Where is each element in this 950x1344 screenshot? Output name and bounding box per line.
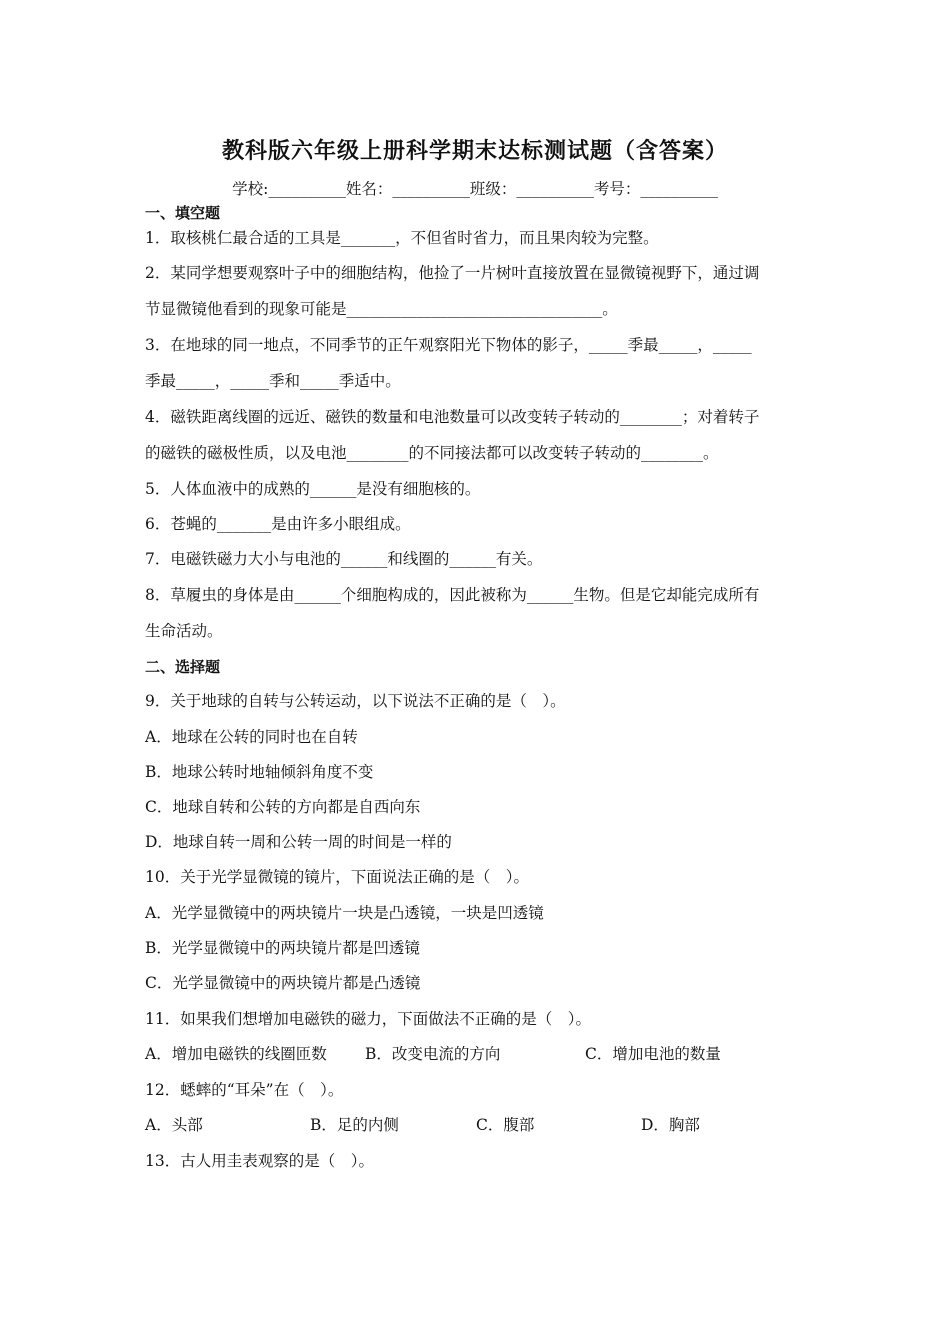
question-10-option-c: C．光学显微镜中的两块镜片都是凸透镜 [145, 974, 421, 992]
question-11-options [145, 1044, 721, 1064]
question-3-line-2: 季最_____，_____季和_____季适中。 [145, 372, 401, 390]
question-10: 10．关于光学显微镜的镜片，下面说法正确的是（ ）。 [145, 868, 529, 886]
section-heading-multiple-choice: 二、选择题 [145, 658, 221, 676]
question-9: 9．关于地球的自转与公转运动，以下说法不正确的是（ ）。 [145, 692, 566, 710]
question-10-option-b: B．光学显微镜中的两块镜片都是凹透镜 [145, 939, 420, 957]
question-9-option-d: D．地球自转一周和公转一周的时间是一样的 [145, 833, 452, 851]
question-4-line-2: 的磁铁的磁极性质，以及电池________的不同接法都可以改变转子转动的________。 [145, 444, 719, 462]
question-11: 11．如果我们想增加电磁铁的磁力，下面做法不正确的是（ ）。 [145, 1010, 591, 1028]
question-12-option-c: C．腹部 [476, 1116, 535, 1134]
question-12-options [145, 1115, 700, 1135]
question-9-option-c: C．地球自转和公转的方向都是自西向东 [145, 798, 421, 816]
page-title: 教科版六年级上册科学期末达标测试题（含答案） [221, 139, 728, 164]
question-12: 12．蟋蟀的“耳朵”在（ ）。 [145, 1081, 344, 1099]
question-9-option-a: A．地球在公转的同时也在自转 [145, 728, 358, 746]
question-8-line-1: 8．草履虫的身体是由______个细胞构成的，因此被称为______生物。但是它却能完成所有 [145, 586, 760, 604]
question-13: 13．古人用圭表观察的是（ ）。 [145, 1152, 374, 1170]
question-1: 1．取核桃仁最合适的工具是_______，不但省时省力，而且果肉较为完整。 [145, 229, 659, 247]
question-12-option-d: D．胸部 [641, 1116, 700, 1134]
question-9-option-b: B．地球公转时地轴倾斜角度不变 [145, 763, 374, 781]
question-11-option-b: B．改变电流的方向 [365, 1045, 501, 1063]
question-5: 5．人体血液中的成熟的______是没有细胞核的。 [145, 480, 481, 498]
question-7: 7．电磁铁磁力大小与电池的______和线圈的______有关。 [145, 550, 543, 568]
question-3-line-1: 3．在地球的同一地点，不同季节的正午观察阳光下物体的影子，_____季最_____，_____ [145, 336, 752, 354]
question-6: 6．苍蝇的_______是由许多小眼组成。 [145, 515, 411, 533]
question-2-line-1: 2．某同学想要观察叶子中的细胞结构，他捡了一片树叶直接放置在显微镜视野下，通过调 [145, 264, 760, 282]
question-12-option-a: A．头部 [145, 1116, 203, 1134]
question-8-line-2: 生命活动。 [145, 622, 223, 640]
question-12-option-b: B．足的内侧 [310, 1116, 399, 1134]
student-info-line: 学校:__________姓名：__________班级：__________考号：__________ [232, 180, 718, 198]
question-4-line-1: 4．磁铁距离线圈的远近、磁铁的数量和电池数量可以改变转子转动的________；对着转子 [145, 408, 760, 426]
question-11-option-a: A．增加电磁铁的线圈匝数 [145, 1045, 327, 1063]
question-2-line-2: 节显微镜他看到的现象可能是_________________________________。 [145, 300, 618, 318]
question-11-option-c: C．增加电池的数量 [585, 1045, 721, 1063]
section-heading-fill-blank: 一、填空题 [145, 204, 221, 222]
question-10-option-a: A．光学显微镜中的两块镜片一块是凸透镜，一块是凹透镜 [145, 904, 544, 922]
